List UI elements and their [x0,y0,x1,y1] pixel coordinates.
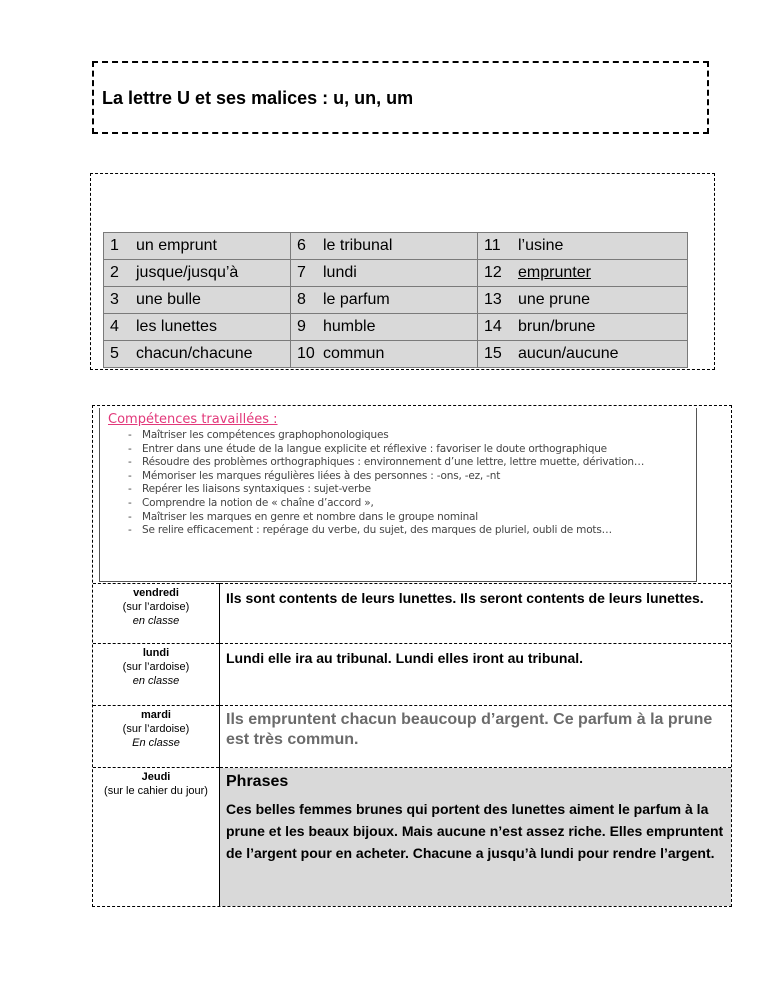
page-title: La lettre U et ses malices : u, un, um [102,88,414,108]
competences-list [108,429,690,538]
day-cell: mardi (sur l’ardoise) En classe [93,706,220,768]
phrases-text: Ces belles femmes brunes qui portent des lunettes aiment le parfum à la prune et les beaux bijoux. Mais aucune n’est assez riche. Elles empruntent de l’argent pour en acheter. Chacune a jusqu’à lundi pour rendre l’argent. [226,801,724,861]
title-box [92,61,709,134]
word-table [103,232,688,368]
word-cell: 7 lundi [291,260,478,287]
word-cell: 13 une prune [478,287,688,314]
list-item: - Repérer les liaisons syntaxiques : sujet-verbe [128,483,690,497]
word-cell: 2 jusque/jusqu’à [104,260,291,287]
word-cell: 3 une bulle [104,287,291,314]
list-item: - Se relire efficacement : repérage du verbe, du sujet, des marques de pluriel, oubli de mots… [128,524,690,538]
word-cell: 14 brun/brune [478,314,688,341]
competences-panel [99,408,697,582]
word-cell: 10 commun [291,341,478,368]
table-row [93,584,731,644]
list-item: - Maîtriser les compétences graphophonologiques [128,429,690,443]
day-cell: lundi (sur l’ardoise) en classe [93,644,220,706]
table-row [104,314,688,341]
list-item: - Mémoriser les marques régulières liées à des personnes : -ons, -ez, -nt [128,470,690,484]
dictation-table [93,583,731,906]
word-cell: 11 l’usine [478,233,688,260]
word-cell: 9 humble [291,314,478,341]
table-row [104,287,688,314]
word-cell: 6 le tribunal [291,233,478,260]
table-row [104,233,688,260]
planning-box [92,405,732,907]
phrases-heading: Phrases [226,773,289,790]
dictation-text: Ils empruntent chacun beaucoup d’argent. Ce parfum à la prune est très commun. [220,706,732,768]
table-row [104,260,688,287]
dictation-text: Lundi elle ira au tribunal. Lundi elles iront au tribunal. [220,644,732,706]
word-cell: 4 les lunettes [104,314,291,341]
table-row [104,341,688,368]
list-item: - Entrer dans une étude de la langue explicite et réflexive : favoriser le doute orthographique [128,443,690,457]
dictation-text [220,768,732,906]
list-item: - Résoudre des problèmes orthographiques : environnement d’une lettre, lettre muette, dérivation… [128,456,690,470]
word-cell: 1 un emprunt [104,233,291,260]
competences-title: Compétences travaillées : [108,412,278,427]
word-list-box [90,173,715,370]
table-row [93,706,731,768]
table-row [93,644,731,706]
word-cell: 8 le parfum [291,287,478,314]
word-cell: 5 chacun/chacune [104,341,291,368]
word-cell: 15 aucun/aucune [478,341,688,368]
word-cell: 12 emprunter [478,260,688,287]
day-cell: vendredi (sur l’ardoise) en classe [93,584,220,644]
dictation-text: Ils sont contents de leurs lunettes. Ils seront contents de leurs lunettes. [220,584,732,644]
list-item: - Comprendre la notion de « chaîne d’accord », [128,497,690,511]
table-row [93,768,731,906]
day-cell: Jeudi (sur le cahier du jour) [93,768,220,906]
list-item: - Maîtriser les marques en genre et nombre dans le groupe nominal [128,511,690,525]
